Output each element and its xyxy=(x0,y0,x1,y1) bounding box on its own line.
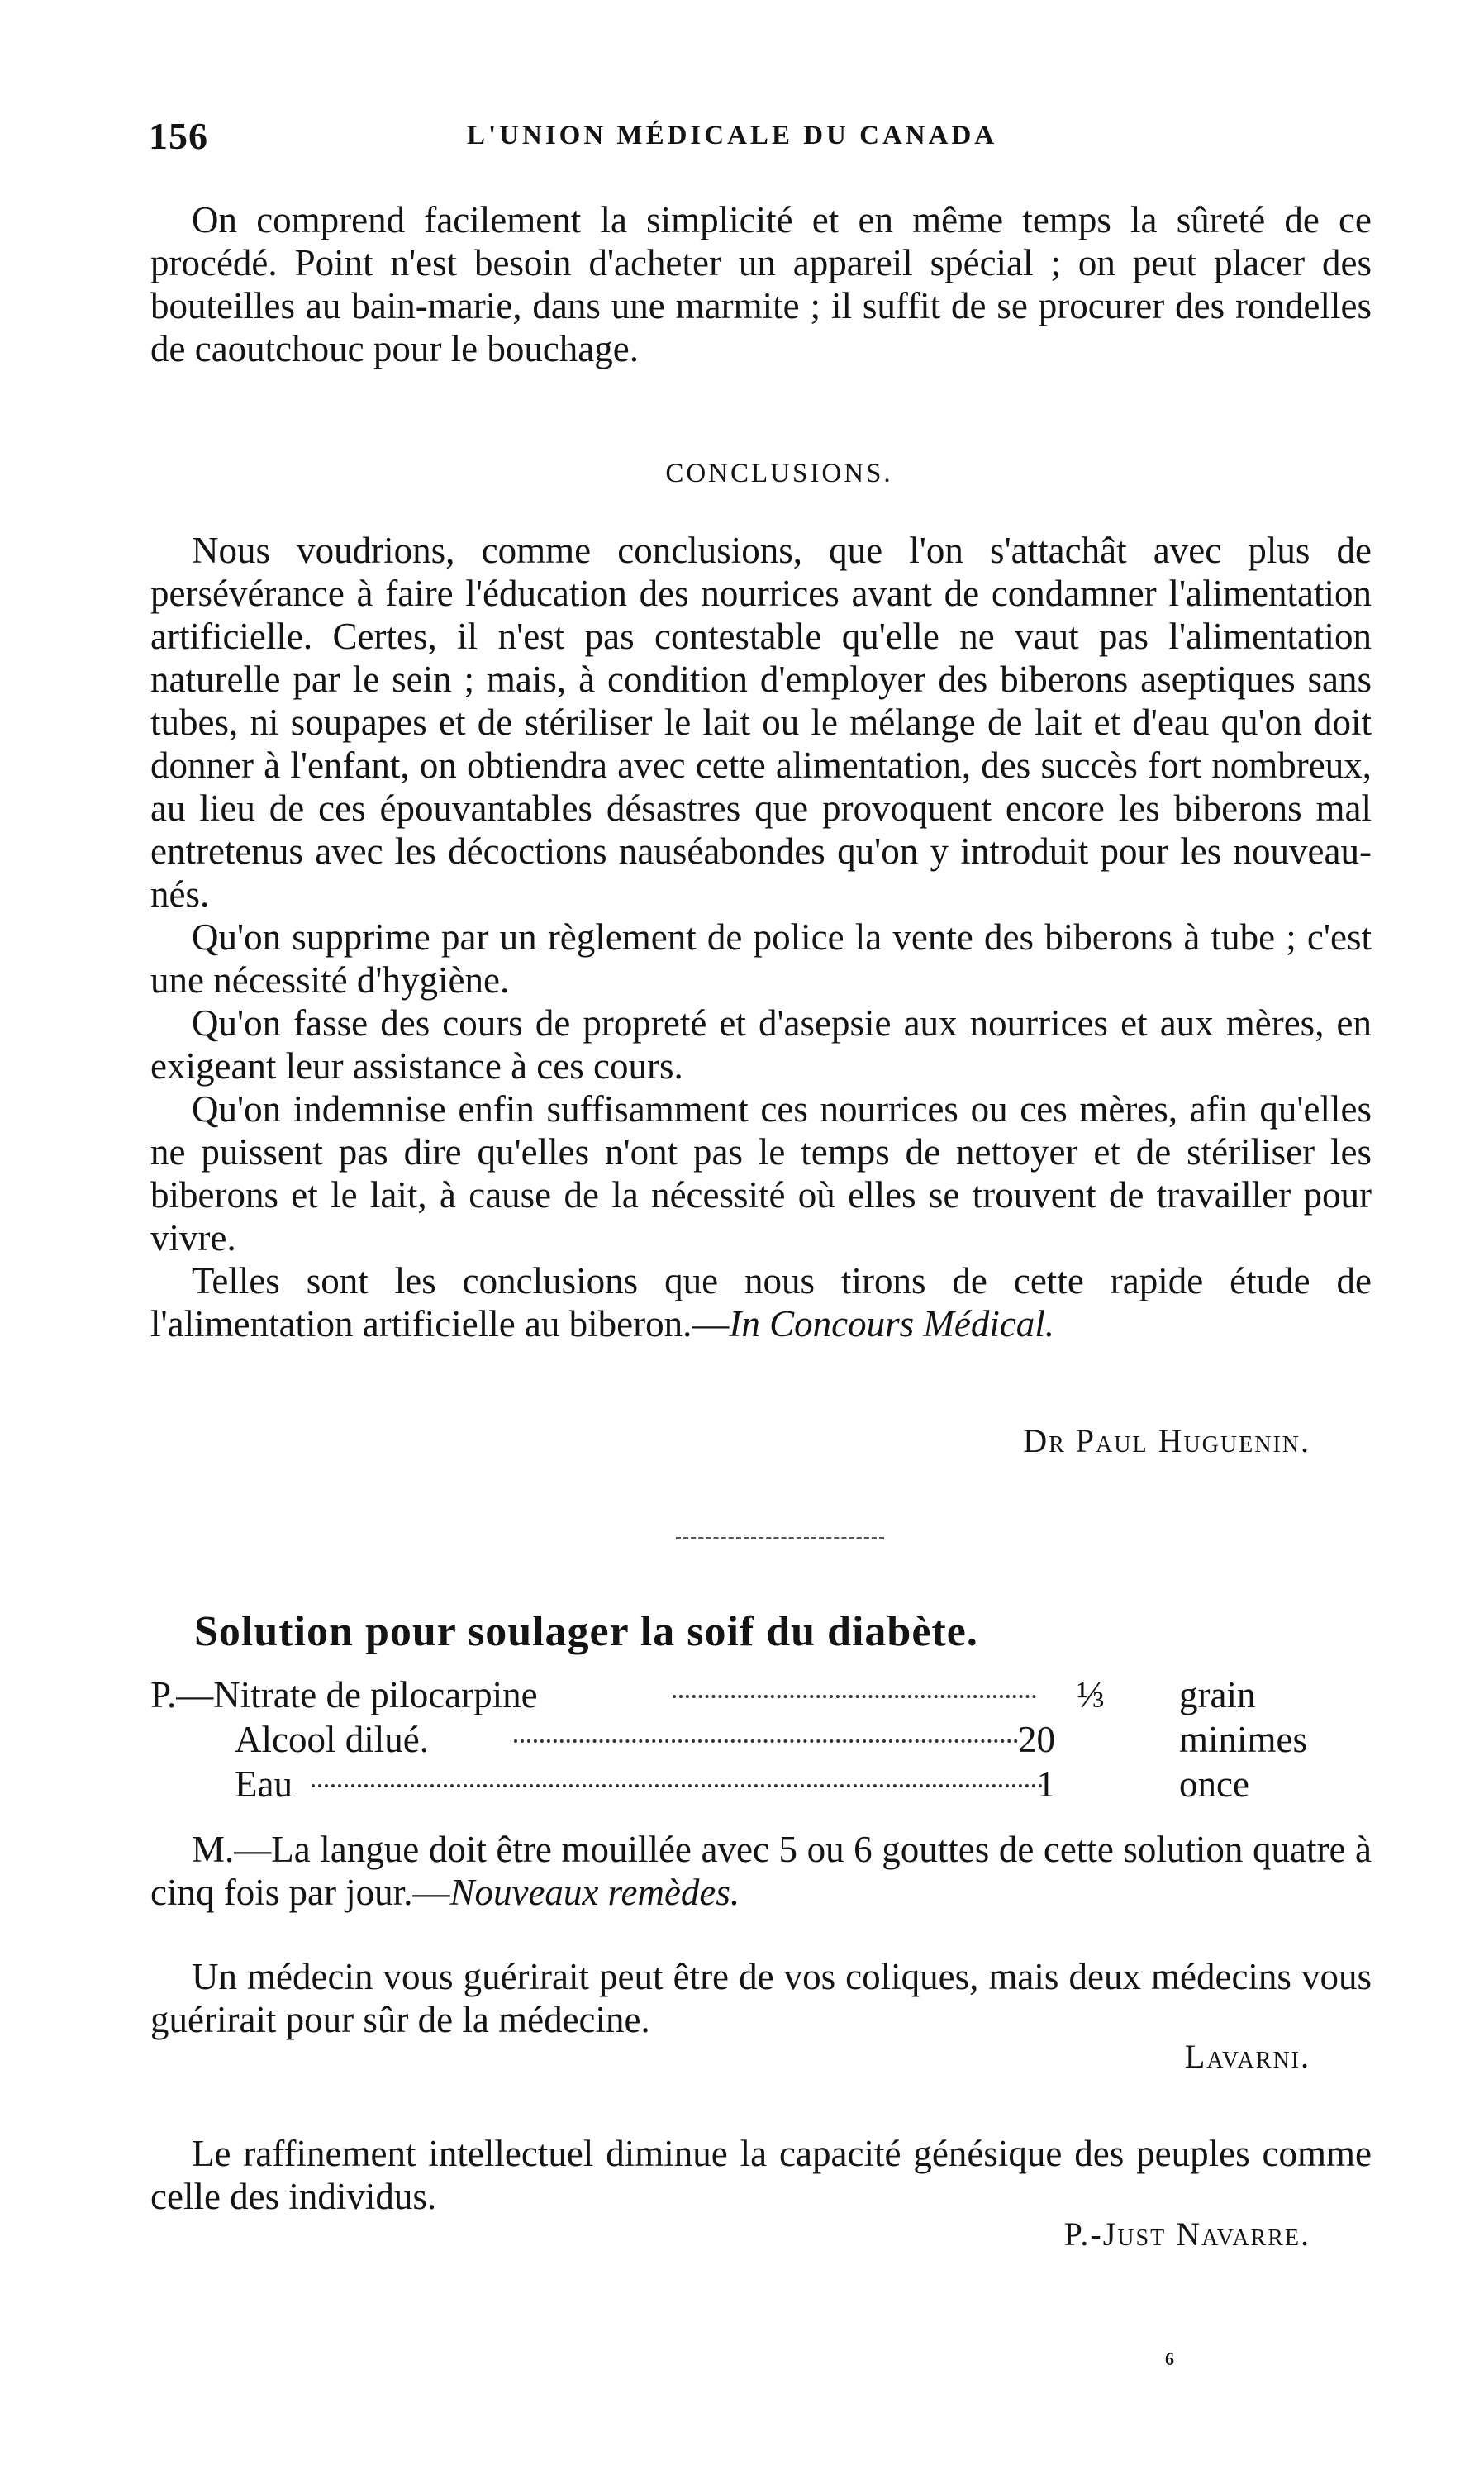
quote-text: Le raffinement intellectuel diminue la capacité génésique des peuples comme celle des individus. xyxy=(150,2133,1372,2217)
conclusions-section xyxy=(150,529,1372,1345)
prescription-row xyxy=(150,1763,1372,1806)
prescription-row xyxy=(150,1673,1372,1716)
section-heading: CONCLUSIONS. xyxy=(665,459,893,488)
ingredient-unit: once xyxy=(1179,1763,1249,1805)
leader-dots xyxy=(673,1695,1036,1698)
ingredient-quantity: 1 xyxy=(1036,1763,1055,1805)
page-number: 156 xyxy=(149,115,208,157)
paragraph-text: M.—La langue doit être mouillée avec 5 ou 6 gouttes de cette solution quatre à cinq fois par jour.— xyxy=(150,1829,1372,1913)
citation-source: Nouveaux remèdes. xyxy=(449,1872,740,1913)
citation-source: In Concours Médical. xyxy=(729,1303,1055,1344)
ingredient-name: Nitrate de pilocarpine xyxy=(213,1674,538,1715)
ingredient-name: Alcool dilué. xyxy=(235,1719,429,1760)
ingredient-quantity: ⅓ xyxy=(1077,1674,1105,1715)
leader-dots xyxy=(312,1784,1043,1787)
paragraph-text: Telles sont les conclusions que nous tirons de cette rapide étude de l'alimentation artificielle au biberon.— xyxy=(150,1260,1372,1344)
paragraph: On comprend facilement la simplicité et en même temps la sûreté de ce procédé. Point n'est besoin d'acheter un appareil spécial ; on peut placer des bouteilles au bain-marie, dans une marmite ; il suffit de se procurer des rondelles de caoutchouc pour le bouchage. xyxy=(150,199,1372,369)
paragraph: Qu'on fasse des cours de propreté et d'asepsie aux nourrices et aux mères, en exigeant leur assistance à ces cours. xyxy=(150,1002,1372,1087)
paragraph: Qu'on indemnise enfin suffisamment ces nourrices ou ces mères, afin qu'elles ne puissent pas dire qu'elles n'ont pas le temps de nettoyer et de stériliser les biberons et le lait, à cause de la nécessité où elles se trouvent de travailler pour vivre. xyxy=(150,1088,1372,1259)
ingredient-unit: minimes xyxy=(1179,1719,1307,1760)
ingredient-line xyxy=(150,1673,538,1716)
recipe-directions xyxy=(150,1828,1372,1914)
printer-signature-mark: 6 xyxy=(1165,2348,1174,2369)
author-signature: Dr Paul Huguenin. xyxy=(1023,1422,1310,1459)
running-head: L'UNION MÉDICALE DU CANADA xyxy=(467,121,998,150)
quote-block xyxy=(150,2132,1372,2218)
paragraph xyxy=(150,1259,1372,1345)
paragraph xyxy=(150,1828,1372,1914)
recipe-title: Solution pour soulager la soif du diabète. xyxy=(194,1608,978,1655)
ingredient-name: Eau xyxy=(235,1763,293,1805)
leader-dots xyxy=(514,1739,1018,1743)
ingredient-quantity: 20 xyxy=(1018,1719,1055,1760)
quote-author: P.-Just Navarre. xyxy=(1063,2215,1310,2253)
quote-text: Un médecin vous guérirait peut être de vos coliques, mais deux médecins vous guérirait pour sûr de la médecine. xyxy=(150,1956,1372,2040)
paragraph: Qu'on supprime par un règlement de police la vente des biberons à tube ; c'est une nécessité d'hygiène. xyxy=(150,916,1372,1001)
quote-author: Lavarni. xyxy=(1184,2038,1310,2075)
prescription-prefix: P.— xyxy=(150,1674,214,1715)
quote-block xyxy=(150,1955,1372,2041)
paragraph: Nous voudrions, comme conclusions, que l'on s'attachât avec plus de persévérance à faire l'éducation des nourrices avant de condamner l'alimentation artificielle. Certes, il n'est pas contestable qu'elle ne vaut pas l'alimentation naturelle par le sein ; mais, à condition d'employer des biberons aseptiques sans tubes, ni soupapes et de stériliser le lait ou le mélange de lait et d'eau qu'on doit donner à l'enfant, on obtiendra avec cette alimentation, des succès fort nombreux, au lieu de ces épouvantables désastres que provoquent encore les biberons mal entretenus avec les décoctions nauséabondes qu'on y introduit pour les nouveau-nés. xyxy=(150,530,1372,915)
procedure-conclusion-section xyxy=(150,198,1372,370)
ingredient-unit: grain xyxy=(1179,1674,1256,1715)
section-divider xyxy=(676,1537,884,1539)
prescription-row xyxy=(150,1718,1372,1761)
page-header xyxy=(149,114,1372,164)
